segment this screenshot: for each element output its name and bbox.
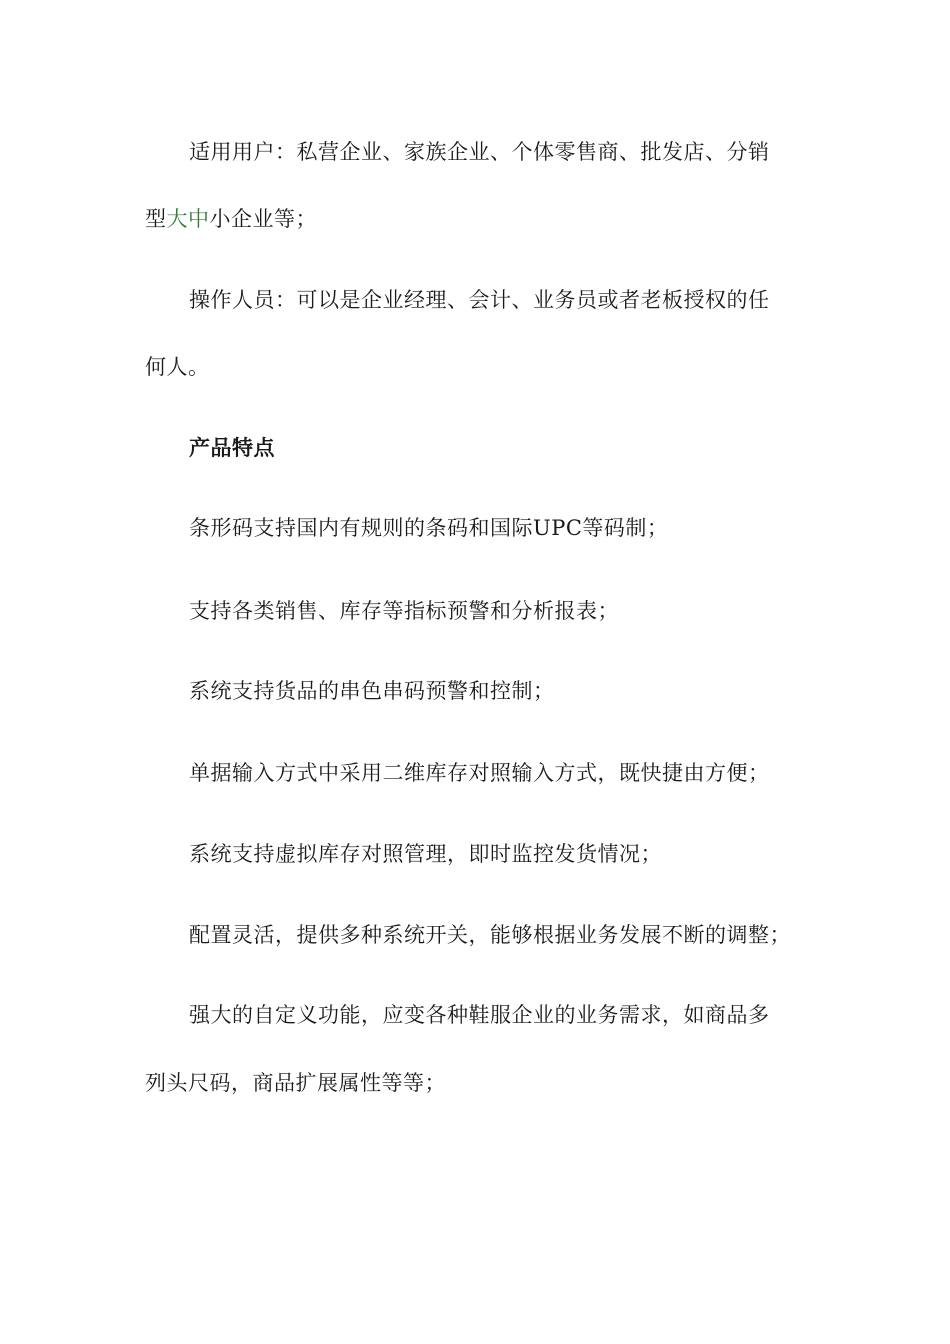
highlighted-text: 大中 [166, 207, 210, 231]
custom-features-line1: 强大的自定义功能，应变各种鞋服企业的业务需求，如商品多 [189, 1003, 770, 1027]
feature-item: 条形码支持国内有规则的条码和国际UPC等码制； [189, 516, 669, 540]
applicable-users-prefix: 型 [145, 207, 167, 231]
feature-item: 单据输入方式中采用二维库存对照输入方式，既快捷由方便； [189, 761, 770, 785]
feature-item: 系统支持货品的串色串码预警和控制； [189, 679, 555, 703]
feature-item: 支持各类销售、库存等指标预警和分析报表； [189, 599, 619, 623]
section-heading: 产品特点 [189, 436, 275, 460]
feature-item: 系统支持虚拟库存对照管理，即时监控发货情况； [189, 842, 662, 866]
operators-line2: 何人。 [145, 355, 210, 379]
feature-item: 配置灵活，提供多种系统开关，能够根据业务发展不断的调整； [189, 923, 791, 947]
applicable-users-line1: 适用用户：私营企业、家族企业、个体零售商、批发店、分销 [189, 140, 770, 164]
applicable-users-line2 [145, 204, 815, 234]
operators-line1: 操作人员：可以是企业经理、会计、业务员或者老板授权的任 [189, 288, 770, 312]
custom-features-line2: 列头尺码，商品扩展属性等等； [145, 1071, 446, 1095]
applicable-users-suffix: 小企业等； [209, 207, 317, 231]
